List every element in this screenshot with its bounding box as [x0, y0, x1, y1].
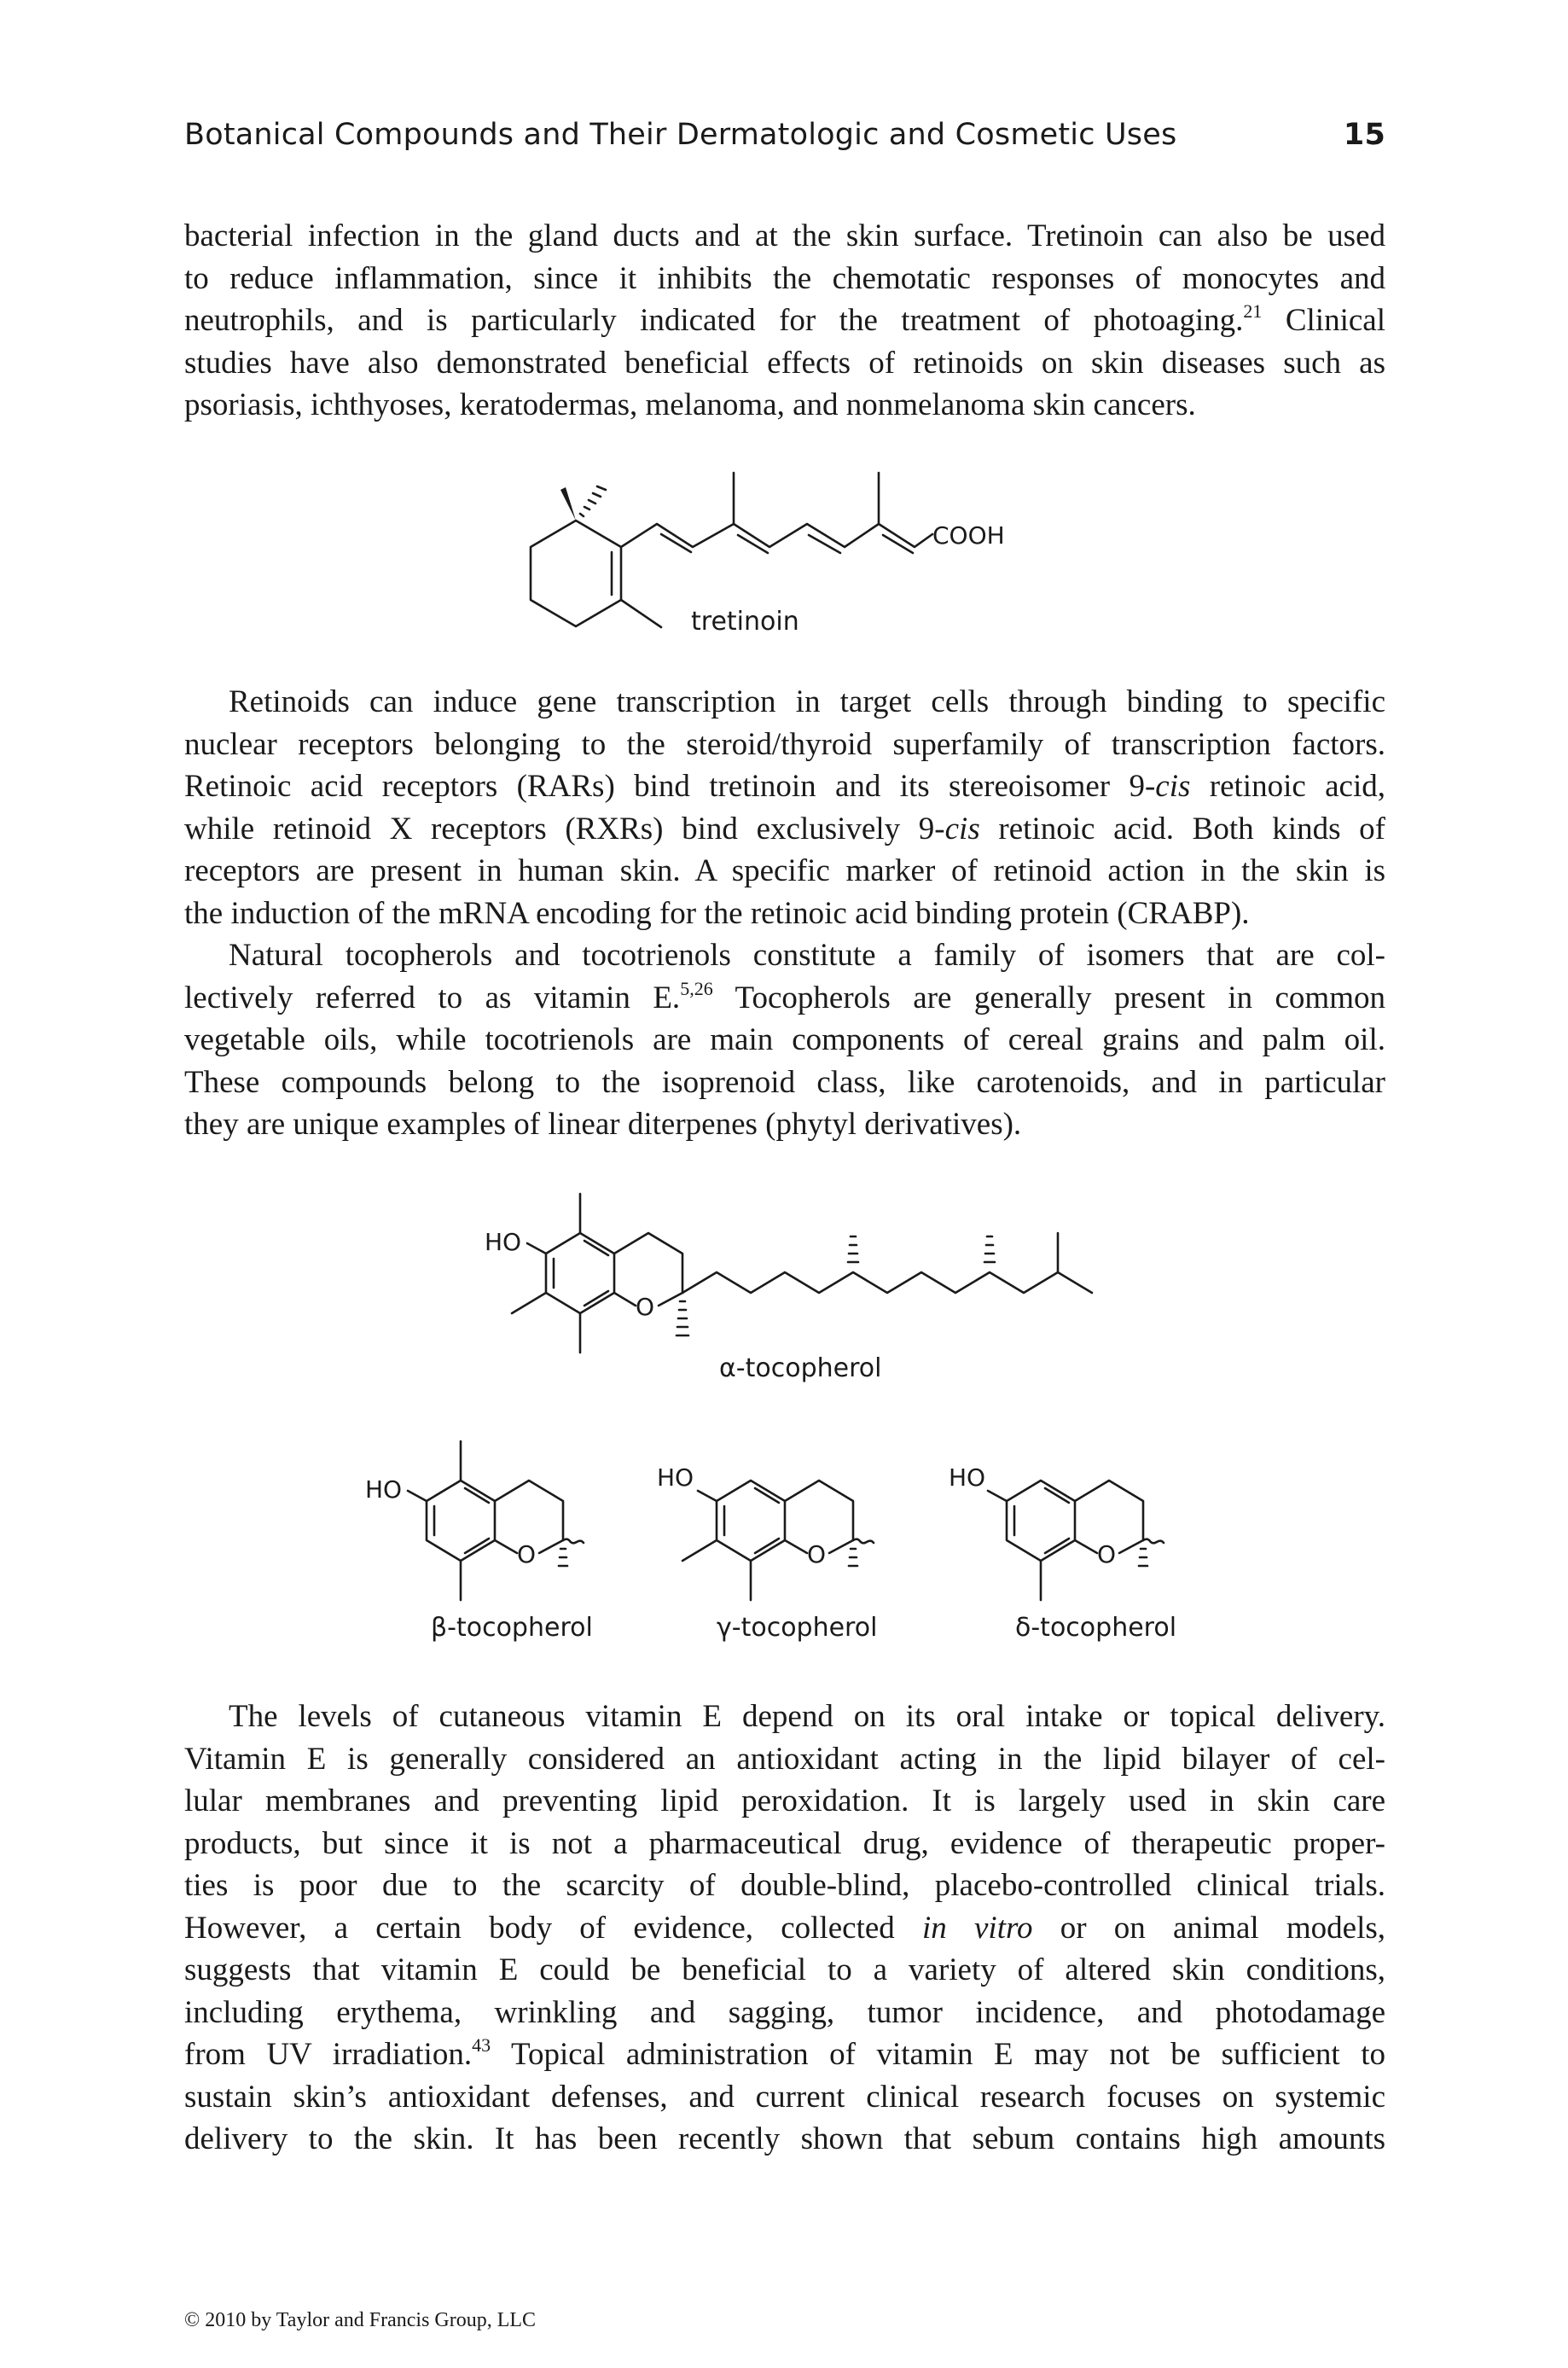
- beta-tocopherol-structure: [408, 1441, 584, 1600]
- hydroxyl-bond: [527, 1243, 546, 1254]
- text-line: neutrophils, and is particularly indicated for the treatment of photoaging.$^{21}$ Clinical: [184, 300, 1385, 338]
- text-line: including erythema, wrinkling and sagging, tumor incidence, and photodamage: [184, 1994, 1385, 2030]
- text-line: sustain skin’s antioxidant defenses, and current clinical research focuses on systemic: [184, 2079, 1385, 2115]
- figure-caption: α-tocopherol: [719, 1353, 882, 1383]
- text-line: However, a certain body of evidence, collected in vitro or on animal models,: [184, 1910, 1386, 1946]
- ho-label: HO: [949, 1463, 986, 1492]
- gamma-caption: γ-tocopherol: [717, 1613, 878, 1643]
- hash-bond: [848, 1236, 858, 1262]
- chain-bond: [734, 473, 879, 547]
- methyl-bond: [621, 600, 661, 627]
- text-line: These compounds belong to the isoprenoid class, like carotenoids, and in particular: [184, 1064, 1385, 1100]
- hash-bond: [677, 1301, 688, 1335]
- pyran-bond: [614, 1293, 636, 1306]
- phytyl-chain: [682, 1272, 1092, 1293]
- text-line: receptors are present in human skin. A specific marker of retinoid action in the skin is: [184, 853, 1385, 888]
- text-line: they are unique examples of linear diterpenes (phytyl derivatives).: [184, 1107, 1022, 1142]
- copyright-footer: © 2010 by Taylor and Francis Group, LLC: [184, 2309, 537, 2331]
- double-bond: [809, 535, 840, 553]
- text-line: Retinoic acid receptors (RARs) bind tretinoin and its stereoisomer 9-cis retinoic acid,: [184, 769, 1385, 804]
- pyran-bond: [659, 1293, 682, 1306]
- hash-bond: [580, 486, 606, 516]
- running-title: Botanical Compounds and Their Dermatologic and Cosmetic Uses: [184, 118, 1177, 152]
- citation-ref: 43: [472, 2034, 491, 2056]
- tocopherol-isomers-figure: [358, 1421, 1263, 1651]
- beta-caption: β-tocopherol: [431, 1613, 593, 1643]
- text-line: bacterial infection in the gland ducts and at the skin surface. Tretinoin can also be used: [184, 218, 1385, 253]
- paragraph-3: [184, 934, 1385, 1146]
- ring-bond: [531, 521, 621, 626]
- tocopherol-isomers-structure: [358, 1421, 1263, 1651]
- delta-tocopherol-structure: [988, 1481, 1164, 1600]
- oxygen-label: O: [807, 1540, 827, 1568]
- chain-bond: [621, 473, 734, 547]
- text-line: psoriasis, ichthyoses, keratodermas, melanoma, and nonmelanoma skin cancers.: [184, 387, 1196, 422]
- text-line: studies have also demonstrated beneficial effects of retinoids on skin diseases such as: [184, 345, 1385, 381]
- text-line: from UV irradiation.$^{43}$ Topical administration of vitamin E may not be sufficient to: [184, 2034, 1385, 2072]
- text-line: Natural tocopherols and tocotrienols constitute a family of isomers that are col-: [229, 938, 1385, 973]
- text-line: The levels of cutaneous vitamin E depend on its oral intake or topical delivery.: [229, 1699, 1385, 1734]
- ho-label: HO: [485, 1228, 522, 1256]
- oxygen-label: O: [517, 1540, 537, 1568]
- text-line: suggests that vitamin E could be beneficial to a variety of altered skin conditions,: [184, 1952, 1385, 1987]
- alpha-tocopherol-figure: [461, 1173, 1143, 1395]
- text-line: vegetable oils, while tocotrienols are main components of cereal grains and palm oil.: [184, 1022, 1385, 1057]
- text-line: while retinoid X receptors (RXRs) bind exclusively 9-cis retinoic acid. Both kinds of: [184, 811, 1385, 847]
- text-line: nuclear receptors belonging to the steroid/thyroid superfamily of transcription factors.: [184, 726, 1385, 762]
- text-line: products, but since it is not a pharmaceutical drug, evidence of therapeutic proper-: [184, 1825, 1385, 1861]
- paragraph-1: [184, 215, 1385, 427]
- wedge-bond: [560, 487, 576, 521]
- tretinoin-structure: [503, 452, 1066, 649]
- citation-ref: 5,26: [680, 977, 713, 999]
- text-line: lectively referred to as vitamin E.$^{5,26}$ Tocopherols are generally present in common: [184, 977, 1385, 1015]
- ho-label: HO: [365, 1475, 403, 1504]
- text-line: Retinoids can induce gene transcription in target cells through binding to specific: [229, 684, 1385, 719]
- text-line: lular membranes and preventing lipid peroxidation. It is largely used in skin care: [184, 1783, 1385, 1818]
- tretinoin-figure: [503, 452, 1066, 649]
- hash-bond: [984, 1236, 995, 1262]
- paragraph-2: [184, 681, 1385, 934]
- oxygen-label: O: [636, 1293, 655, 1321]
- text-line: delivery to the skin. It has been recently shown that sebum contains high amounts: [184, 2121, 1385, 2156]
- oxygen-label: O: [1097, 1540, 1117, 1568]
- figure-caption: tretinoin: [691, 607, 799, 637]
- methyl-bond: [512, 1293, 546, 1313]
- aromatic-ring: [546, 1233, 614, 1313]
- page-number: 15: [1343, 118, 1385, 152]
- gamma-tocopherol-structure: [682, 1481, 874, 1600]
- pyran-bond: [614, 1233, 682, 1293]
- text-line: to reduce inflammation, since it inhibits the chemotatic responses of monocytes and: [184, 260, 1385, 296]
- chain-bond: [879, 524, 932, 547]
- ho-label: HO: [657, 1463, 694, 1492]
- citation-ref: 21: [1243, 300, 1263, 322]
- delta-caption: δ-tocopherol: [1015, 1613, 1177, 1643]
- text-line: Vitamin E is generally considered an antioxidant acting in the lipid bilayer of cel-: [184, 1741, 1385, 1777]
- paragraph-4: [184, 1696, 1385, 2161]
- text-line: the induction of the mRNA encoding for the retinoic acid binding protein (CRABP).: [184, 895, 1250, 931]
- alpha-tocopherol-structure: [461, 1173, 1143, 1395]
- cooh-label: COOH: [932, 521, 1005, 550]
- text-line: ties is poor due to the scarcity of double-blind, placebo-controlled clinical trials.: [184, 1868, 1385, 1903]
